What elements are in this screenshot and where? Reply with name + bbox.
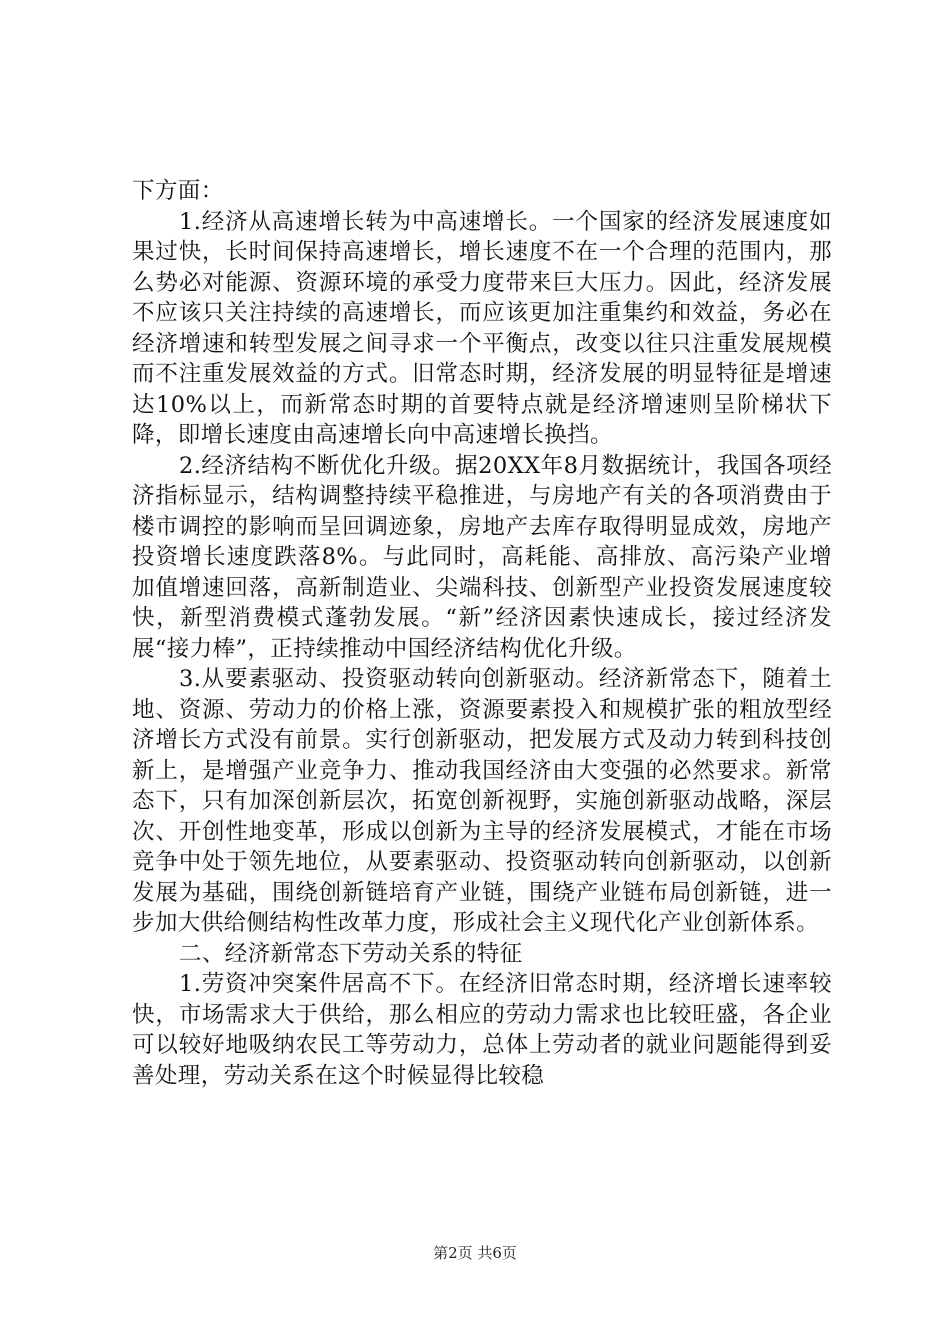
paragraph-point-3: 3.从要素驱动、投资驱动转向创新驱动。经济新常态下，随着土地、资源、劳动力的价格上涨，资源要素投入和规模扩张的粗放型经济增长方式没有前景。实行创新驱动，把发展方式及动力转到科技创新上，是增强产业竞争力、推动我国经济由大变强的必然要求。新常态下，只有加深创新层次，拓宽创新视野，实施创新驱动战略，深层次、开创性地变革，形成以创新为主导的经济发展模式，才能在市场竞争中处于领先地位，从要素驱动、投资驱动转向创新驱动，以创新发展为基础，围绕创新链培育产业链，围绕产业链布局创新链，进一步加大供给侧结构性改革力度，形成社会主义现代化产业创新体系。 bbox=[132, 666, 832, 936]
paragraph-point-1: 1.经济从高速增长转为中高速增长。一个国家的经济发展速度如果过快，长时间保持高速增长，增长速度不在一个合理的范围内，那么势必对能源、资源环境的承受力度带来巨大压力。因此，经济发展不应该只关注持续的高速增长，而应该更加注重集约和效益，务必在经济增速和转型发展之间寻求一个平衡点，改变以往只注重发展规模而不注重发展效益的方式。旧常态时期，经济发展的明显特征是增速达10%以上，而新常态时期的首要特点就是经济增速则呈阶梯状下降，即增长速度由高速增长向中高速增长换挡。 bbox=[132, 208, 832, 448]
section-heading: 二、经济新常态下劳动关系的特征 bbox=[179, 940, 523, 967]
document-body bbox=[132, 176, 832, 1091]
paragraph-point-2: 2.经济结构不断优化升级。据20XX年8月数据统计，我国各项经济指标显示，结构调整持续平稳推进，与房地产有关的各项消费由于楼市调控的影响而呈回调迹象，房地产去库存取得明显成效，房地产投资增长速度跌落8%。与此同时，高耗能、高排放、高污染产业增加值增速回落，高新制造业、尖端科技、创新型产业投资发展速度较快，新型消费模式蓬勃发展。“新”经济因素快速成长，接过经济发展“接力棒”，正持续推动中国经济结构优化升级。 bbox=[132, 452, 832, 662]
paragraph-continuation: 下方面： bbox=[132, 178, 224, 204]
page-footer: 第2页 共6页 bbox=[433, 1244, 517, 1262]
paragraph-section2-point-1: 1.劳资冲突案件居高不下。在经济旧常态时期，经济增长速率较快，市场需求大于供给，那么相应的劳动力需求也比较旺盛，各企业可以较好地吸纳农民工等劳动力，总体上劳动者的就业问题能得到妥善处理，劳动关系在这个时候显得比较稳 bbox=[132, 971, 832, 1089]
